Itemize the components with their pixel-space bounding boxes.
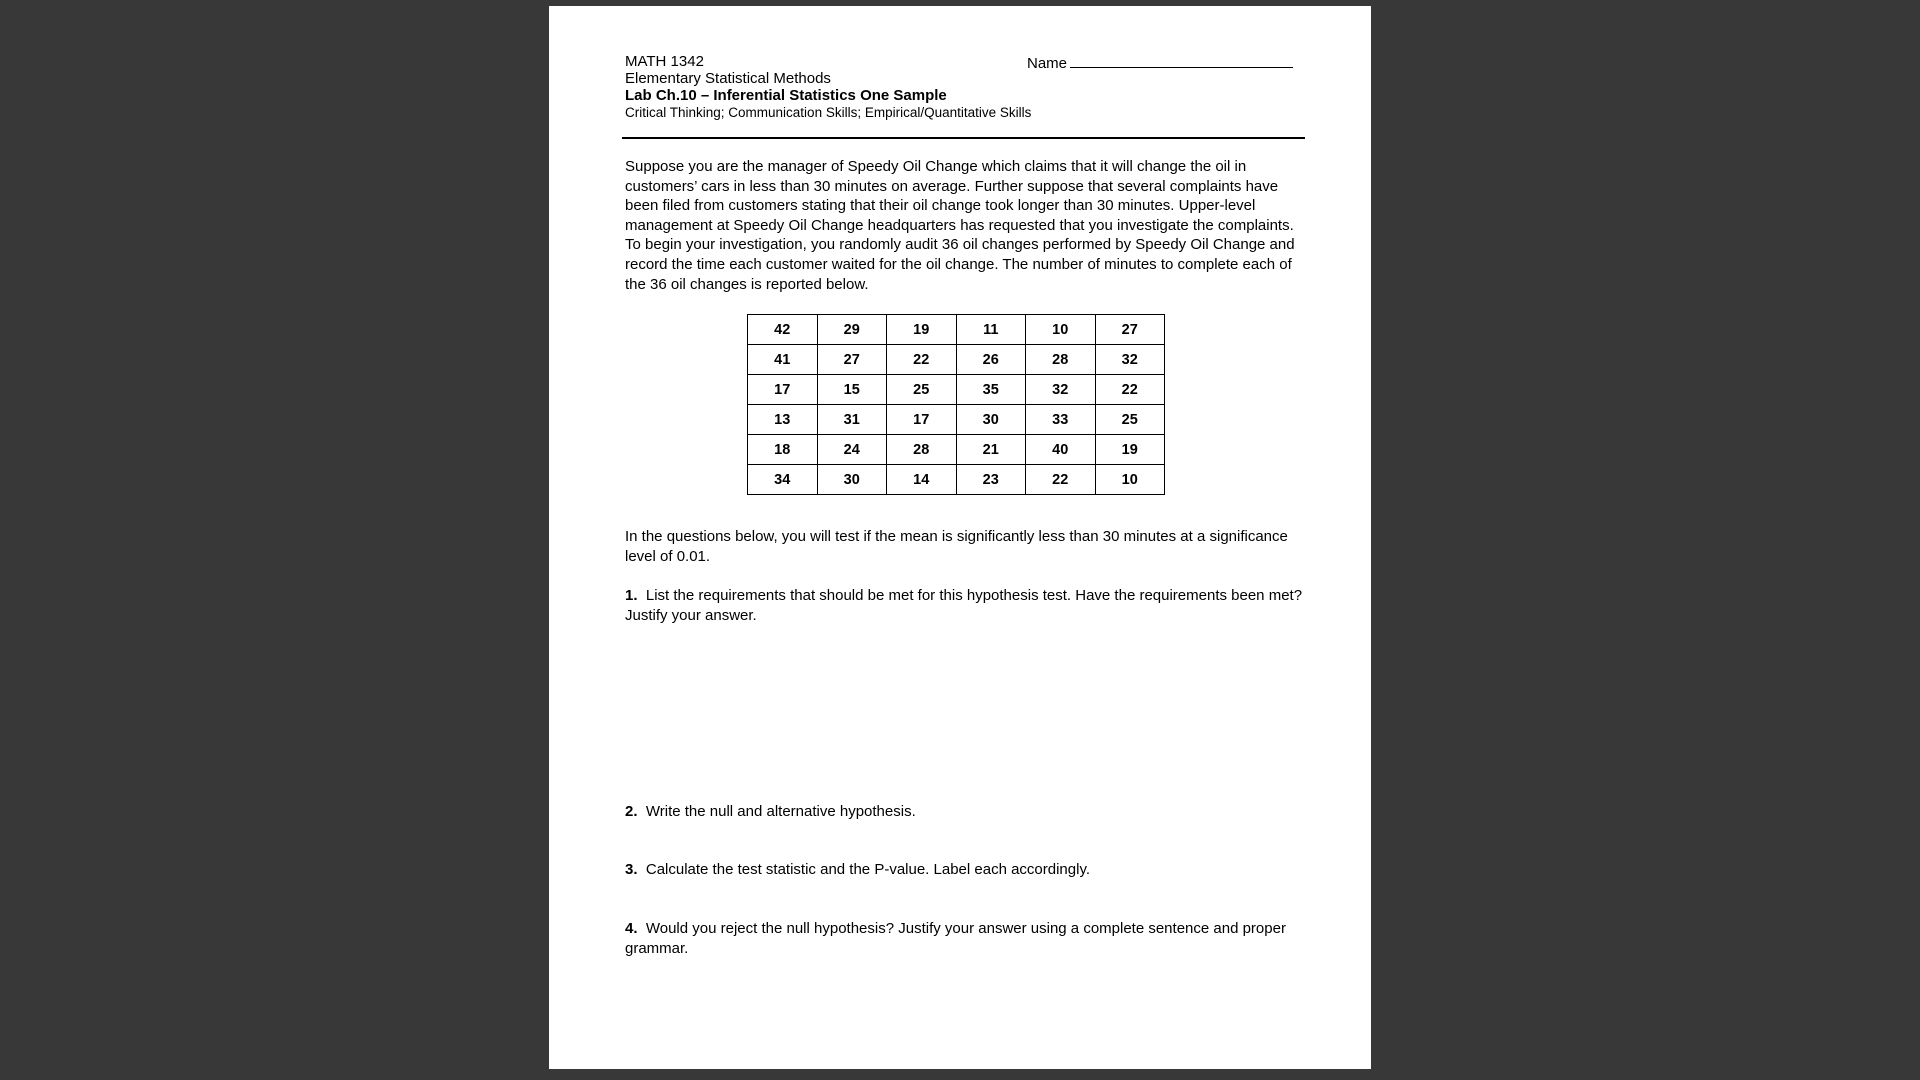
table-cell: 33 [1026,405,1096,435]
table-cell: 21 [956,435,1026,465]
question-number: 4. [625,920,638,937]
table-cell: 22 [1095,375,1165,405]
table-cell: 25 [1095,405,1165,435]
table-cell: 31 [817,405,887,435]
table-cell: 32 [1095,345,1165,375]
question-text: Calculate the test statistic and the P-value. Label each accordingly. [645,861,1090,878]
table-cell: 22 [887,345,957,375]
course-code: MATH 1342 [625,53,704,70]
table-cell: 40 [1026,435,1096,465]
course-name: Elementary Statistical Methods [625,70,831,87]
document-page [549,6,1371,1069]
question-number: 3. [625,861,638,878]
table-cell: 10 [1095,465,1165,495]
question-number: 2. [625,803,638,820]
document-header [625,53,1031,121]
table-row [748,375,1165,405]
table-cell: 27 [1095,315,1165,345]
table-cell: 28 [1026,345,1096,375]
table-cell: 42 [748,315,818,345]
table-cell: 10 [1026,315,1096,345]
table-cell: 28 [887,435,957,465]
instructions-paragraph: In the questions below, you will test if the mean is significantly less than 30 minutes at a significance level of 0.01. [625,528,1288,565]
table-cell: 13 [748,405,818,435]
table-cell: 11 [956,315,1026,345]
table-cell: 24 [817,435,887,465]
table-row [748,465,1165,495]
question-text: List the requirements that should be met for this hypothesis test. Have the requirements been met? Justify your answer. [625,587,1303,624]
table-row [748,315,1165,345]
question-3 [625,860,1305,880]
table-cell: 29 [817,315,887,345]
table-cell: 34 [748,465,818,495]
table-cell: 15 [817,375,887,405]
name-label: Name [1027,55,1068,72]
name-field [1027,53,1293,72]
question-text: Would you reject the null hypothesis? Justify your answer using a complete sentence and proper grammar. [625,920,1286,957]
table-cell: 30 [817,465,887,495]
table-cell: 41 [748,345,818,375]
table-cell: 18 [748,435,818,465]
lab-title: Lab Ch.10 – Inferential Statistics One Sample [625,87,947,104]
question-text: Write the null and alternative hypothesis. [645,803,916,820]
table-cell: 19 [1095,435,1165,465]
table-cell: 25 [887,375,957,405]
table-cell: 17 [887,405,957,435]
oil-change-times-table [747,314,1165,495]
table-row [748,435,1165,465]
question-2 [625,802,1305,822]
table-row [748,345,1165,375]
intro-paragraph: Suppose you are the manager of Speedy Oil Change which claims that it will change the oil in customers’ cars in less than 30 minutes on average. Further suppose that several complaints have been filed from customers stating that their oil change took longer than 30 minutes. Upper-level management at Speedy Oil Change headquarters has requested that you investigate the complaints. To begin your investigation, you randomly audit 36 oil changes performed by Speedy Oil Change and record the time each customer waited for the oil change. The number of minutes to complete each of the 36 oil changes is reported below. [625,158,1295,293]
table-cell: 23 [956,465,1026,495]
skills-line: Critical Thinking; Communication Skills; Empirical/Quantitative Skills [625,105,1032,120]
table-cell: 30 [956,405,1026,435]
question-1 [625,586,1305,625]
question-number: 1. [625,587,638,604]
table-cell: 19 [887,315,957,345]
table-row [748,405,1165,435]
question-4 [625,919,1305,958]
table-cell: 32 [1026,375,1096,405]
table-cell: 35 [956,375,1026,405]
table-cell: 27 [817,345,887,375]
table-cell: 22 [1026,465,1096,495]
name-blank-line [1070,53,1293,68]
table-cell: 26 [956,345,1026,375]
table-cell: 17 [748,375,818,405]
table-cell: 14 [887,465,957,495]
header-divider [622,137,1305,139]
